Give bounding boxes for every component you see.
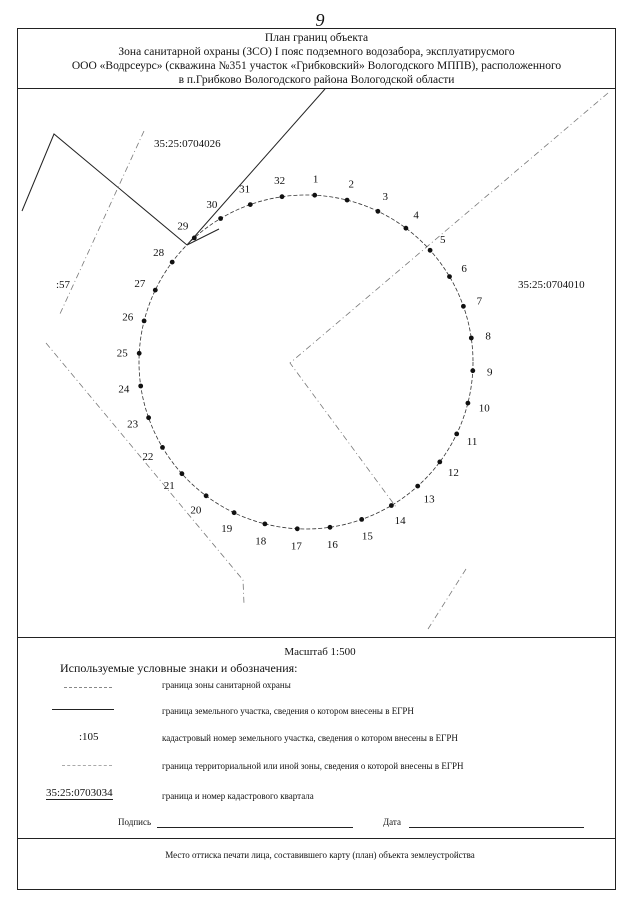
boundary-point-marker [415,484,420,489]
legend-item-cadastral-quarter [0,787,640,805]
boundary-point-marker [170,260,175,265]
boundary-point-label: 27 [134,277,146,290]
legend-title: Используемые условные знаки и обозначения: [60,661,298,675]
boundary-point-label: 7 [476,295,483,308]
boundary-point-marker [437,460,442,465]
boundary-point-marker [263,522,268,527]
boundary-point-marker [295,526,300,531]
stamp-place-label: Место оттиска печати лица, составившего карту (план) объекта землеустройства [165,850,475,860]
legend-item-land-parcel [0,704,640,722]
boundary-point-marker [447,274,452,279]
boundary-point-marker [146,415,151,420]
document-title [17,31,616,87]
territorial-zone-boundary [428,569,466,629]
boundary-point-marker [470,368,475,373]
territorial-zone-symbol [62,765,112,766]
boundary-point-marker [160,445,165,450]
footer-divider [17,838,616,839]
sanitary-zone-boundary [139,195,473,529]
legend-item-parcel-number [0,731,640,749]
boundary-point-marker [248,202,253,207]
boundary-point-label: 18 [255,535,267,548]
boundary-point-marker [138,384,143,389]
map-divider [17,637,616,638]
map-boundary-lines [22,89,608,629]
boundary-point-label: 15 [361,530,373,543]
boundary-point-marker [153,288,158,293]
title-line-2: Зона санитарной охраны (ЗСО) I пояс подземного водозабора, эксплуатирусмого [118,46,515,58]
boundary-point-label: 16 [326,539,338,552]
boundary-point-label: 29 [177,220,189,233]
boundary-point-label: 13 [423,493,435,506]
title-line-1: План границ объекта [264,32,369,44]
boundary-point-label: 5 [439,233,446,246]
map-scale: Масштаб 1:500 [284,646,356,658]
boundary-point-marker [466,401,471,406]
boundary-point-label: 14 [394,515,406,528]
boundary-point-marker [232,510,237,515]
boundary-point-label: 10 [478,402,490,415]
boundary-point-label: 26 [122,311,134,324]
boundary-point-label: 6 [461,262,467,275]
boundary-point-label: 31 [239,183,251,196]
boundary-point-label: 24 [118,383,130,396]
boundary-point-marker [218,216,223,221]
boundary-point-label: 12 [447,467,459,480]
boundary-point-marker [137,351,142,356]
boundary-point-label: 21 [163,480,175,493]
title-line-3: ООО «Водрсеурс» (скважина №351 участок «Грибковский» Вологодского МППВ), расположенного [71,60,562,72]
boundary-point-marker [454,432,459,437]
boundary-map [18,89,615,637]
parcel-label-left: :57 [56,279,71,291]
date-label: Дата [383,817,401,827]
territorial-zone-boundary [290,93,608,507]
page-number: 9 [315,10,325,30]
boundary-point-label: 19 [221,523,233,536]
legend-desc-territorial-zone: граница территориальной или иной зоны, сведения о которой внесены в ЕГРН [162,761,464,771]
legend-desc-land-parcel: граница земельного участка, сведения о котором внесены в ЕГРН [162,706,414,716]
territorial-zone-boundary [46,343,244,604]
boundary-point-marker [204,493,209,498]
boundary-point-label: 2 [348,178,355,191]
boundary-point-marker [142,319,147,324]
land-parcel-boundary [22,134,187,245]
legend-desc-cadastral-quarter: граница и номер кадастрового квартала [162,791,314,801]
boundary-point-marker [280,194,285,199]
sanitary-zone-symbol [64,687,112,688]
land-parcel-symbol [52,709,114,710]
boundary-point-marker [428,248,433,253]
parcel-number-symbol: :105 [79,731,99,743]
boundary-point-label: 32 [274,174,286,187]
boundary-point-marker [469,336,474,341]
cadastral-quarter-symbol: 35:25:0703034 [46,787,113,799]
cadastral-label-top: 35:25:0704026 [154,138,221,150]
boundary-point-label: 20 [190,504,202,517]
legend-item-sanitary-zone [0,680,640,698]
legend-item-territorial-zone [0,759,640,777]
boundary-point-marker [376,209,381,214]
legend-desc-parcel-number: кадастровый номер земельного участка, сведения о котором внесены в ЕГРН [162,733,458,743]
signature-line [157,827,353,828]
boundary-point-marker [312,193,317,198]
boundary-point-label: 4 [413,209,419,222]
title-line-4: в п.Грибково Вологодского района Вологодской области [178,74,455,86]
boundary-point-label: 11 [466,436,478,449]
cadastral-label-right: 35:25:0704010 [518,279,585,291]
date-line [409,827,584,828]
boundary-point-marker [180,471,185,476]
boundary-point-marker [389,503,394,508]
land-parcel-boundary [187,229,219,245]
boundary-point-marker [359,517,364,522]
territorial-zone-boundary [59,131,144,316]
boundary-point-label: 8 [485,330,491,343]
boundary-point-marker [345,198,350,203]
boundary-point-label: 30 [206,198,218,211]
signature-label: Подпись [118,817,152,827]
boundary-point-marker [328,525,333,530]
boundary-point-label: 9 [486,366,493,379]
boundary-point-marker [461,304,466,309]
boundary-point-label: 22 [142,451,154,464]
boundary-point-label: 28 [153,246,165,259]
legend-desc-sanitary-zone: граница зоны санитарной охраны [162,680,291,690]
boundary-point-label: 25 [116,347,128,360]
boundary-point-label: 1 [312,173,319,186]
boundary-point-marker [404,226,409,231]
boundary-point-label: 23 [127,418,139,431]
boundary-point-label: 17 [290,540,302,553]
boundary-point-marker [192,236,197,241]
boundary-point-label: 3 [382,190,388,203]
land-parcel-boundary [187,89,325,245]
